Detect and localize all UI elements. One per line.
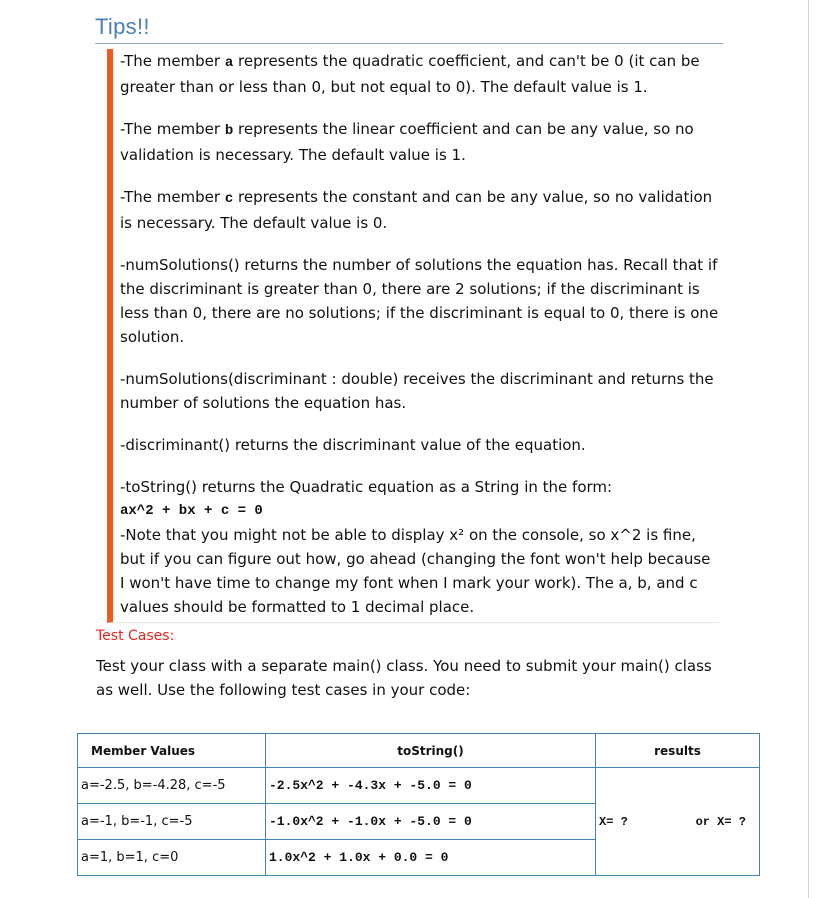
tips-callout <box>107 49 719 623</box>
tip-num-solutions: -numSolutions() returns the number of solutions the equation has. Recall that if the discriminant is greater than 0, there are 2 solutions; if the discriminant is less than 0, there are no solutions; if the discriminant is equal to 0, there is one solution. <box>120 256 719 346</box>
test-cases-intro: Test your class with a separate main() class. You need to submit your main() class as well. Use the following test cases in your code: <box>96 657 712 699</box>
member-values-cell: a=-1, b=-1, c=-5 <box>78 804 266 840</box>
tip-num-solutions-discriminant: -numSolutions(discriminant : double) receives the discriminant and returns the number of solutions the equation has. <box>120 370 714 412</box>
page-edge <box>808 0 809 898</box>
tostring-cell: -1.0x^2 + -1.0x + -5.0 = 0 <box>266 804 596 840</box>
tip-member-b: -The member b represents the linear coefficient and can be any value, so no validation is necessary. The default value is 1. <box>120 120 694 164</box>
result-x2: or X= ? <box>695 814 746 829</box>
tostring-cell: -2.5x^2 + -4.3x + -5.0 = 0 <box>266 768 596 804</box>
tip-member-c: -The member c represents the constant and can be any value, so no validation is necessary. The default value is 0. <box>120 188 713 232</box>
test-cases-table <box>77 733 760 876</box>
member-values-cell: a=-2.5, b=-4.28, c=-5 <box>78 768 266 804</box>
tips-title: Tips!! <box>95 14 150 39</box>
table-row <box>78 768 760 804</box>
result-x1: X= ? <box>599 814 628 829</box>
member-values-cell: a=1, b=1, c=0 <box>78 840 266 876</box>
results-cell <box>596 768 760 876</box>
column-header: results <box>596 734 760 768</box>
tostring-cell: 1.0x^2 + 1.0x + 0.0 = 0 <box>266 840 596 876</box>
tip-member-a: -The member a represents the quadratic coefficient, and can't be 0 (it can be greater than or less than 0, but not equal to 0). The default value is 1. <box>120 52 700 96</box>
title-underline <box>95 43 723 44</box>
tip-discriminant: -discriminant() returns the discriminant value of the equation. <box>120 436 586 454</box>
tip-equation-form: ax^2 + bx + c = 0 <box>120 503 263 519</box>
column-header: toString() <box>266 734 596 768</box>
test-cases-heading: Test Cases: <box>96 628 175 644</box>
table-header-row <box>78 734 760 768</box>
tip-note: -Note that you might not be able to display x² on the console, so x^2 is fine, but if you can figure out how, go ahead (changing the font won't help because I won't have time to change my font when I mark your work). The a, b, and c values should be formatted to 1 decimal place. <box>120 526 711 616</box>
column-header: Member Values <box>78 734 266 768</box>
tip-tostring: -toString() returns the Quadratic equation as a String in the form: <box>120 478 613 496</box>
